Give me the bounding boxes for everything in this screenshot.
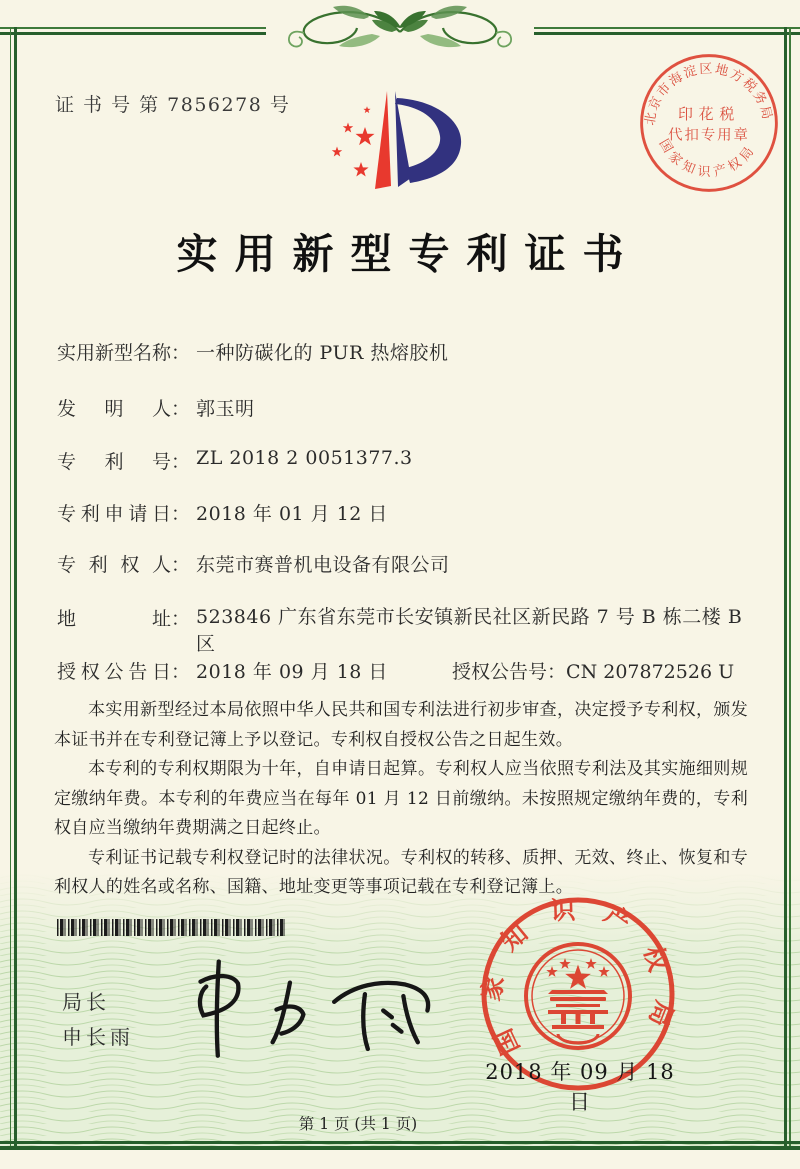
- field-inventor: [57, 394, 255, 421]
- field-value: CN 207872526 U: [566, 661, 735, 683]
- border-line: [534, 32, 800, 35]
- top-ornament-icon: [260, 2, 540, 56]
- colon: ：: [171, 342, 191, 364]
- colon: ：: [171, 554, 191, 576]
- border-line: [14, 27, 17, 1150]
- border-line: [789, 27, 791, 1150]
- field-label: 专利申请日: [57, 503, 171, 525]
- border-line: [534, 27, 800, 29]
- field-label: 授权公告号: [452, 661, 548, 683]
- certificate-number: 证 书 号 第 7856278 号: [55, 94, 291, 116]
- field-value: 一种防碳化的 PUR 热熔胶机: [196, 342, 449, 364]
- seal-arc-text: 国家知识产权局: [475, 894, 681, 1060]
- legal-paragraph: 本实用新型经过本局依照中华人民共和国专利法进行初步审查，决定授予专利权，颁发本证书并在专利登记簿上予以登记。专利权自授权公告之日起生效。: [54, 700, 748, 750]
- page-footer: 第 1 页 (共 1 页): [298, 1115, 418, 1133]
- border-line: [0, 1141, 800, 1144]
- field-value: 2018 年 01 月 12 日: [196, 503, 388, 525]
- legal-paragraph: 专利证书记载专利权登记时的法律状况。专利权的转移、质押、无效、终止、恢复和专利权人的姓名或名称、国籍、地址变更等事项记载在专利登记簿上。: [54, 847, 748, 897]
- field-label: 专利权人: [57, 554, 171, 576]
- national-emblem-icon: [526, 944, 630, 1048]
- tax-stamp-center-2: 代扣专用章: [668, 127, 750, 144]
- legal-text: [54, 696, 748, 903]
- field-patentee: [57, 550, 450, 577]
- colon: ：: [171, 608, 191, 630]
- barcode: [57, 919, 285, 936]
- director-title: 局长: [62, 990, 110, 1014]
- field-value: 郭玉明: [196, 398, 255, 420]
- tax-stamp-arc-top: 北京市海淀区地方税务局: [642, 61, 775, 127]
- border-line: [0, 1146, 800, 1150]
- svg-text:国家知识产权局: [656, 137, 760, 181]
- border-line: [10, 27, 12, 1150]
- field-value: 523846 广东省东莞市长安镇新民社区新民路 7 号 B 栋二楼 B 区: [196, 606, 743, 655]
- colon: ：: [171, 451, 191, 473]
- legal-paragraph: 本专利的专利权期限为十年，自申请日起算。专利权人应当依照专利法及其实施细则规定缴纳年费。本专利的年费应当在每年 01 月 12 日前缴纳。未按照规定缴纳年费的，专利权自应当缴纳年费期满之日起终止。: [54, 759, 748, 838]
- border-line: [0, 27, 266, 29]
- field-value: 东莞市赛普机电设备有限公司: [196, 554, 450, 576]
- cnipa-patent-logo-icon: [298, 86, 522, 218]
- field-label: 地址: [57, 608, 171, 630]
- field-label: 授权公告日: [57, 661, 171, 683]
- colon: ：: [547, 661, 567, 683]
- seal-date: 2018 年 09 月 18 日: [485, 1060, 675, 1114]
- tax-stamp-center-1: 印花税: [677, 105, 741, 124]
- field-address: [57, 604, 756, 658]
- field-grant-date: [57, 657, 388, 684]
- field-value: ZL 2018 2 0051377.3: [196, 447, 413, 469]
- field-label: 专利号: [57, 451, 171, 473]
- field-filing-date: [57, 499, 388, 526]
- field-label: 实用新型名称: [57, 342, 172, 364]
- director-signature: [188, 952, 438, 1070]
- field-value: 2018 年 09 月 18 日: [196, 661, 388, 683]
- field-grant-number: [452, 657, 734, 684]
- border-line: [0, 32, 266, 35]
- director-name: 申长雨: [62, 1025, 134, 1049]
- colon: ：: [171, 398, 191, 420]
- colon: ：: [171, 661, 191, 683]
- field-label: 发明人: [57, 398, 171, 420]
- field-patent-number: [57, 447, 413, 474]
- tax-stamp-icon: [632, 46, 786, 200]
- certificate-title: 实用新型专利证书: [176, 230, 641, 278]
- colon: ：: [171, 503, 191, 525]
- tax-stamp-arc-bottom: 国家知识产权局: [655, 136, 760, 181]
- field-utility-model-name: [57, 338, 448, 365]
